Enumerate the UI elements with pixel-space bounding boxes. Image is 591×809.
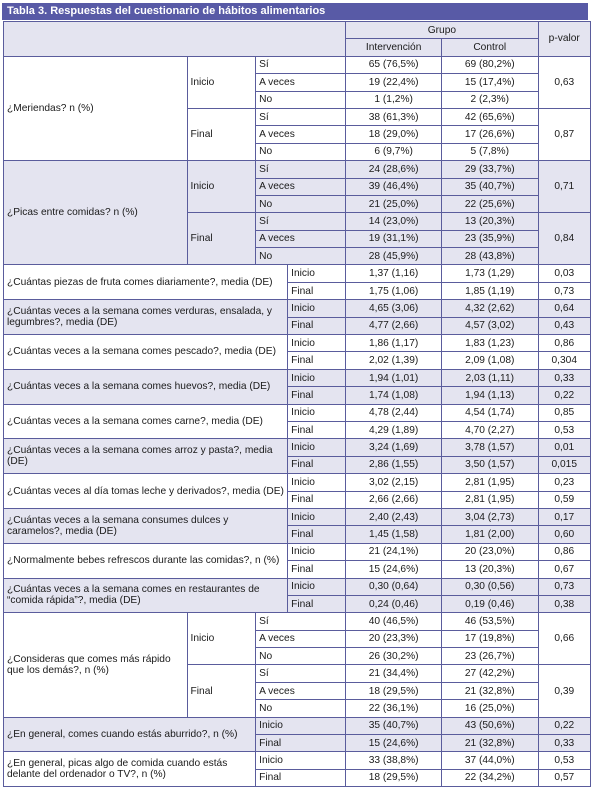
control-value: 2,81 (1,95) [442,491,538,508]
phase-label: Inicio [256,752,346,769]
control-value: 37 (44,0%) [442,752,538,769]
p-value: 0,60 [538,526,591,543]
p-value: 0,304 [538,352,591,369]
control-value: 42 (65,6%) [442,108,538,125]
table-row [4,613,591,630]
control-value: 2,09 (1,08) [442,352,538,369]
phase-label: Inicio [288,439,346,456]
p-value: 0,23 [538,474,591,491]
question-label: ¿En general, comes cuando estás aburrido?, n (%) [4,717,256,752]
intervencion-value: 1 (1,2%) [346,91,442,108]
table-row [4,543,591,560]
intervencion-value: 38 (61,3%) [346,108,442,125]
phase-label: Inicio [187,161,256,213]
category-label: Sí [256,665,346,682]
p-value: 0,59 [538,491,591,508]
phase-label: Inicio [288,508,346,525]
question-label: ¿Cuántas veces al día tomas leche y derivados?, media (DE) [4,474,288,509]
intervencion-value: 1,74 (1,08) [346,387,442,404]
intervencion-value: 24 (28,6%) [346,161,442,178]
control-value: 15 (17,4%) [442,74,538,91]
control-value: 16 (25,0%) [442,700,538,717]
table-row [4,369,591,386]
category-label: Sí [256,56,346,73]
phase-label: Inicio [288,474,346,491]
control-value: 0,30 (0,56) [442,578,538,595]
control-value: 1,81 (2,00) [442,526,538,543]
category-label: No [256,195,346,212]
intervencion-value: 19 (22,4%) [346,74,442,91]
table-title: Tabla 3. Respuestas del cuestionario de hábitos alimentarios [2,3,588,20]
intervencion-value: 2,86 (1,55) [346,456,442,473]
table-row [4,56,591,73]
header-pvalor: p-valor [538,22,591,57]
phase-label: Inicio [288,369,346,386]
control-value: 4,57 (3,02) [442,317,538,334]
p-value: 0,22 [538,717,591,734]
phase-label: Final [187,665,256,717]
intervencion-value: 28 (45,9%) [346,248,442,265]
control-value: 3,78 (1,57) [442,439,538,456]
p-value: 0,86 [538,543,591,560]
category-label: No [256,91,346,108]
phase-label: Inicio [288,404,346,421]
control-value: 4,70 (2,27) [442,421,538,438]
control-value: 5 (7,8%) [442,143,538,160]
p-value: 0,33 [538,735,591,752]
intervencion-value: 4,77 (2,66) [346,317,442,334]
p-value: 0,01 [538,439,591,456]
p-value: 0,87 [538,108,591,160]
question-label: ¿Cuántas piezas de fruta comes diariamente?, media (DE) [4,265,288,300]
control-value: 21 (32,8%) [442,735,538,752]
p-value: 0,53 [538,752,591,769]
control-value: 3,50 (1,57) [442,456,538,473]
intervencion-value: 39 (46,4%) [346,178,442,195]
control-value: 20 (23,0%) [442,543,538,560]
control-value: 2 (2,3%) [442,91,538,108]
category-label: A veces [256,682,346,699]
intervencion-value: 21 (25,0%) [346,195,442,212]
p-value: 0,86 [538,335,591,352]
question-label: ¿Consideras que comes más rápido que los demás?, n (%) [4,613,188,717]
question-label: ¿Cuántas veces a la semana comes huevos?, media (DE) [4,369,288,404]
control-value: 43 (50,6%) [442,717,538,734]
intervencion-value: 4,78 (2,44) [346,404,442,421]
control-value: 4,54 (1,74) [442,404,538,421]
phase-label: Final [187,213,256,265]
control-value: 23 (35,9%) [442,230,538,247]
intervencion-value: 20 (23,3%) [346,630,442,647]
intervencion-value: 14 (23,0%) [346,213,442,230]
control-value: 35 (40,7%) [442,178,538,195]
intervencion-value: 18 (29,0%) [346,126,442,143]
intervencion-value: 33 (38,8%) [346,752,442,769]
intervencion-value: 22 (36,1%) [346,700,442,717]
phase-label: Inicio [187,613,256,665]
phase-label: Inicio [256,717,346,734]
category-label: A veces [256,126,346,143]
phase-label: Final [288,561,346,578]
intervencion-value: 2,02 (1,39) [346,352,442,369]
header-control: Control [442,39,538,56]
intervencion-value: 1,37 (1,16) [346,265,442,282]
table-row [4,22,591,39]
control-value: 23 (26,7%) [442,648,538,665]
phase-label: Final [256,735,346,752]
phase-label: Final [288,456,346,473]
p-value: 0,67 [538,561,591,578]
category-label: A veces [256,74,346,91]
category-label: Sí [256,213,346,230]
p-value: 0,71 [538,161,591,213]
header-grupo: Grupo [346,22,538,39]
control-value: 29 (33,7%) [442,161,538,178]
phase-label: Inicio [288,578,346,595]
phase-label: Final [288,352,346,369]
table-row [4,161,591,178]
results-table [3,21,591,787]
question-label: ¿En general, picas algo de comida cuando estás delante del ordenador o TV?, n (%) [4,752,256,787]
phase-label: Inicio [288,300,346,317]
control-value: 28 (43,8%) [442,248,538,265]
phase-label: Inicio [288,543,346,560]
phase-label: Final [288,421,346,438]
category-label: Sí [256,161,346,178]
p-value: 0,64 [538,300,591,317]
p-value: 0,38 [538,595,591,612]
phase-label: Inicio [288,335,346,352]
control-value: 13 (20,3%) [442,213,538,230]
table-row [4,404,591,421]
control-value: 4,32 (2,62) [442,300,538,317]
control-value: 1,83 (1,23) [442,335,538,352]
p-value: 0,33 [538,369,591,386]
phase-label: Final [288,595,346,612]
control-value: 22 (34,2%) [442,769,538,786]
control-value: 21 (32,8%) [442,682,538,699]
p-value: 0,03 [538,265,591,282]
intervencion-value: 18 (29,5%) [346,769,442,786]
phase-label: Final [288,387,346,404]
intervencion-value: 21 (34,4%) [346,665,442,682]
p-value: 0,43 [538,317,591,334]
intervencion-value: 40 (46,5%) [346,613,442,630]
category-label: Sí [256,108,346,125]
phase-label: Final [288,317,346,334]
phase-label: Final [288,526,346,543]
category-label: Sí [256,613,346,630]
p-value: 0,63 [538,56,591,108]
p-value: 0,57 [538,769,591,786]
category-label: A veces [256,178,346,195]
header-intervencion: Intervención [346,39,442,56]
question-label: ¿Cuántas veces a la semana comes verduras, ensalada, y legumbres?, media (DE) [4,300,288,335]
control-value: 1,73 (1,29) [442,265,538,282]
table-row [4,265,591,282]
header-blank [4,22,346,57]
table-row [4,439,591,456]
category-label: A veces [256,630,346,647]
control-value: 69 (80,2%) [442,56,538,73]
control-value: 1,85 (1,19) [442,282,538,299]
question-label: ¿Cuántas veces a la semana comes en restaurantes de “comida rápida”?, media (DE) [4,578,288,613]
p-value: 0,85 [538,404,591,421]
phase-label: Final [256,769,346,786]
intervencion-value: 19 (31,1%) [346,230,442,247]
table-row [4,474,591,491]
table-row [4,508,591,525]
table-row [4,300,591,317]
table-row [4,578,591,595]
phase-label: Inicio [187,56,256,108]
control-value: 17 (26,6%) [442,126,538,143]
intervencion-value: 6 (9,7%) [346,143,442,160]
intervencion-value: 15 (24,6%) [346,735,442,752]
control-value: 46 (53,5%) [442,613,538,630]
question-label: ¿Cuántas veces a la semana comes arroz y pasta?, media (DE) [4,439,288,474]
category-label: No [256,648,346,665]
control-value: 27 (42,2%) [442,665,538,682]
intervencion-value: 1,86 (1,17) [346,335,442,352]
category-label: No [256,143,346,160]
p-value: 0,73 [538,578,591,595]
question-label: ¿Normalmente bebes refrescos durante las comidas?, n (%) [4,543,288,578]
intervencion-value: 3,24 (1,69) [346,439,442,456]
intervencion-value: 26 (30,2%) [346,648,442,665]
question-label: ¿Cuántas veces a la semana comes carne?, media (DE) [4,404,288,439]
intervencion-value: 15 (24,6%) [346,561,442,578]
p-value: 0,17 [538,508,591,525]
question-label: ¿Picas entre comidas? n (%) [4,161,188,265]
control-value: 0,19 (0,46) [442,595,538,612]
control-value: 2,03 (1,11) [442,369,538,386]
question-label: ¿Meriendas? n (%) [4,56,188,160]
intervencion-value: 1,45 (1,58) [346,526,442,543]
control-value: 13 (20,3%) [442,561,538,578]
control-value: 3,04 (2,73) [442,508,538,525]
p-value: 0,015 [538,456,591,473]
intervencion-value: 2,66 (2,66) [346,491,442,508]
intervencion-value: 18 (29,5%) [346,682,442,699]
intervencion-value: 1,75 (1,06) [346,282,442,299]
category-label: A veces [256,230,346,247]
table-row [4,752,591,769]
phase-label: Inicio [288,265,346,282]
intervencion-value: 4,65 (3,06) [346,300,442,317]
control-value: 22 (25,6%) [442,195,538,212]
question-label: ¿Cuántas veces a la semana consumes dulces y caramelos?, media (DE) [4,508,288,543]
p-value: 0,53 [538,421,591,438]
category-label: No [256,700,346,717]
table-row [4,717,591,734]
category-label: No [256,248,346,265]
control-value: 1,94 (1,13) [442,387,538,404]
p-value: 0,22 [538,387,591,404]
p-value: 0,66 [538,613,591,665]
p-value: 0,84 [538,213,591,265]
control-value: 17 (19,8%) [442,630,538,647]
intervencion-value: 0,30 (0,64) [346,578,442,595]
question-label: ¿Cuántas veces a la semana comes pescado?, media (DE) [4,335,288,370]
intervencion-value: 3,02 (2,15) [346,474,442,491]
phase-label: Final [288,491,346,508]
phase-label: Final [187,108,256,160]
intervencion-value: 35 (40,7%) [346,717,442,734]
intervencion-value: 2,40 (2,43) [346,508,442,525]
intervencion-value: 65 (76,5%) [346,56,442,73]
intervencion-value: 0,24 (0,46) [346,595,442,612]
p-value: 0,39 [538,665,591,717]
table-row [4,335,591,352]
intervencion-value: 21 (24,1%) [346,543,442,560]
intervencion-value: 4,29 (1,89) [346,421,442,438]
intervencion-value: 1,94 (1,01) [346,369,442,386]
phase-label: Final [288,282,346,299]
p-value: 0,73 [538,282,591,299]
control-value: 2,81 (1,95) [442,474,538,491]
